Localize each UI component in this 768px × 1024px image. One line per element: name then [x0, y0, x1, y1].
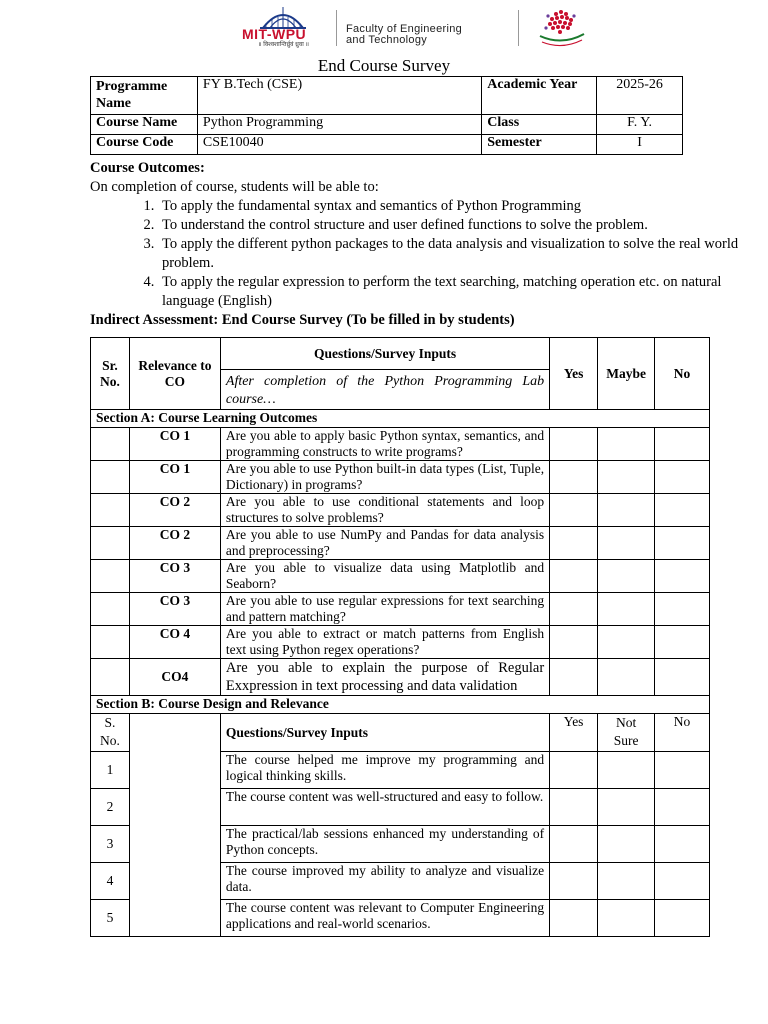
co-cell: CO 1: [129, 428, 220, 461]
course-outcomes: [90, 159, 750, 330]
outcomes-intro: On completion of course, students will be able to:: [90, 179, 379, 195]
no-cell[interactable]: [655, 900, 710, 937]
yes-cell[interactable]: [550, 789, 598, 826]
no-cell[interactable]: [655, 494, 710, 527]
b-col-notsure-header: Not Sure: [598, 714, 655, 752]
question-cell: Are you able to use Python built-in data types (List, Tuple, Dictionary) in programs?: [220, 461, 549, 494]
notsure-cell[interactable]: [598, 900, 655, 937]
yes-cell[interactable]: [550, 659, 598, 696]
question-cell: The course content was relevant to Computer Engineering applications and real-world scenarios.: [220, 900, 549, 937]
sno-cell: 1: [91, 752, 130, 789]
notsure-cell[interactable]: [598, 752, 655, 789]
col-yes-header: Yes: [550, 338, 598, 410]
faculty-line-2: and Technology: [346, 34, 428, 46]
page-header: [240, 4, 600, 50]
questions-header-label: Questions/Survey Inputs: [221, 338, 549, 370]
question-cell: The course improved my ability to analyze and visualize data.: [220, 863, 549, 900]
yes-cell[interactable]: [550, 428, 598, 461]
b-col-sno-header: S. No.: [91, 714, 130, 752]
col-maybe-header: Maybe: [598, 338, 655, 410]
question-cell: Are you able to use regular expressions for text searching and pattern matching?: [220, 593, 549, 626]
co-cell: CO 4: [129, 626, 220, 659]
course-name-value: Python Programming: [197, 115, 481, 135]
question-cell: Are you able to visualize data using Matplotlib and Seaborn?: [220, 560, 549, 593]
table-row: [91, 461, 710, 494]
course-name-label: Course Name: [91, 115, 198, 135]
faculty-emblem-icon: [530, 6, 594, 50]
section-b-rows: [91, 714, 710, 937]
b-col-yes-header: Yes: [550, 714, 598, 752]
col-questions-header: [220, 338, 549, 410]
outcome-item: 2. To understand the control structure and user defined functions to solve the problem.: [158, 216, 750, 235]
semester-value: I: [597, 135, 683, 155]
assessment-heading: Indirect Assessment: End Course Survey (To be filled in by students): [90, 312, 515, 328]
section-a-heading: Section A: Course Learning Outcomes: [91, 410, 710, 428]
yes-cell[interactable]: [550, 527, 598, 560]
no-cell[interactable]: [655, 752, 710, 789]
yes-cell[interactable]: [550, 863, 598, 900]
table-row: [91, 494, 710, 527]
yes-cell[interactable]: [550, 752, 598, 789]
b-col-questions-header: Questions/Survey Inputs: [220, 714, 549, 752]
table-row: [91, 428, 710, 461]
col-sr-header: Sr. No.: [91, 338, 130, 410]
sr-cell: [91, 461, 130, 494]
faculty-name: [346, 24, 462, 46]
maybe-cell[interactable]: [598, 461, 655, 494]
outcome-item: 3. To apply the different python packages to the data analysis and visualization to solve the real world problem.: [158, 235, 750, 273]
table-row: [91, 560, 710, 593]
programme-name-label: Programme Name: [91, 77, 198, 115]
no-cell[interactable]: [655, 461, 710, 494]
outcomes-heading: Course Outcomes:: [90, 160, 205, 176]
no-cell[interactable]: [655, 593, 710, 626]
question-cell: Are you able to extract or match patterns from English text using Python regex operations?: [220, 626, 549, 659]
co-cell: CO 3: [129, 593, 220, 626]
notsure-cell[interactable]: [598, 826, 655, 863]
sno-cell: 2: [91, 789, 130, 826]
class-label: Class: [482, 115, 597, 135]
no-cell[interactable]: [655, 863, 710, 900]
logo-tagline: ॥ विश्वशान्तिर्ध्रुवं ध्रुवा ॥: [258, 42, 310, 48]
notsure-cell[interactable]: [598, 863, 655, 900]
yes-cell[interactable]: [550, 826, 598, 863]
sno-cell: 4: [91, 863, 130, 900]
sr-cell: [91, 527, 130, 560]
outcome-item: 4. To apply the regular expression to perform the text searching, matching operation etc. on natural language (English): [158, 273, 750, 311]
maybe-cell[interactable]: [598, 527, 655, 560]
yes-cell[interactable]: [550, 593, 598, 626]
maybe-cell[interactable]: [598, 428, 655, 461]
section-b-heading: Section B: Course Design and Relevance: [91, 696, 710, 714]
course-code-value: CSE10040: [197, 135, 481, 155]
questions-header-subtitle: After completion of the Python Programming Lab course…: [225, 374, 545, 407]
table-row: [91, 527, 710, 560]
survey-table: [90, 337, 710, 937]
maybe-cell[interactable]: [598, 494, 655, 527]
header-divider: [518, 10, 519, 46]
maybe-cell[interactable]: [598, 626, 655, 659]
sr-cell: [91, 494, 130, 527]
class-value: F. Y.: [597, 115, 683, 135]
no-cell[interactable]: [655, 789, 710, 826]
no-cell[interactable]: [655, 826, 710, 863]
question-cell: Are you able to explain the purpose of Regular Exxpression in text processing and data validation: [220, 659, 549, 696]
question-cell: Are you able to use NumPy and Pandas for data analysis and preprocessing?: [220, 527, 549, 560]
no-cell[interactable]: [655, 428, 710, 461]
yes-cell[interactable]: [550, 560, 598, 593]
outcomes-list: [90, 197, 750, 311]
yes-cell[interactable]: [550, 494, 598, 527]
page-title: End Course Survey: [317, 56, 451, 75]
course-code-label: Course Code: [91, 135, 198, 155]
semester-label: Semester: [482, 135, 597, 155]
section-a-rows: [91, 428, 710, 696]
question-cell: The course content was well-structured and easy to follow.: [220, 789, 549, 826]
co-cell: CO 3: [129, 560, 220, 593]
sr-cell: [91, 560, 130, 593]
notsure-cell[interactable]: [598, 789, 655, 826]
sr-cell: [91, 626, 130, 659]
section-b-header-row: [91, 714, 710, 752]
sno-cell: 3: [91, 826, 130, 863]
b-relevance-merged-cell: [129, 714, 220, 937]
co-cell: CO 1: [129, 461, 220, 494]
co-cell: CO 2: [129, 527, 220, 560]
no-cell[interactable]: [655, 560, 710, 593]
col-relevance-header: Relevance to CO: [129, 338, 220, 410]
yes-cell[interactable]: [550, 626, 598, 659]
table-row: [91, 593, 710, 626]
sr-cell: [91, 659, 130, 696]
outcome-item: 1. To apply the fundamental syntax and semantics of Python Programming: [158, 197, 750, 216]
header-divider: [336, 10, 337, 46]
question-cell: The course helped me improve my programming and logical thinking skills.: [220, 752, 549, 789]
no-cell[interactable]: [655, 659, 710, 696]
co-cell: CO4: [129, 659, 220, 696]
question-cell: Are you able to use conditional statements and loop structures to solve problems?: [220, 494, 549, 527]
question-cell: The practical/lab sessions enhanced my understanding of Python concepts.: [220, 826, 549, 863]
co-cell: CO 2: [129, 494, 220, 527]
yes-cell[interactable]: [550, 900, 598, 937]
logo-name: MIT-WPU: [242, 26, 307, 42]
academic-year-label: Academic Year: [482, 77, 597, 115]
yes-cell[interactable]: [550, 461, 598, 494]
maybe-cell[interactable]: [598, 593, 655, 626]
academic-year-value: 2025-26: [597, 77, 683, 115]
sno-cell: 5: [91, 900, 130, 937]
faculty-line-1: Faculty of Engineering: [346, 23, 463, 35]
maybe-cell[interactable]: [598, 659, 655, 696]
table-row: [91, 659, 710, 696]
mit-wpu-logo: [240, 4, 326, 50]
question-cell: Are you able to apply basic Python syntax, semantics, and programming constructs to write programs?: [220, 428, 549, 461]
maybe-cell[interactable]: [598, 560, 655, 593]
b-col-no-header: No: [655, 714, 710, 752]
no-cell[interactable]: [655, 626, 710, 659]
no-cell[interactable]: [655, 527, 710, 560]
course-info-table: [90, 76, 683, 155]
sr-cell: [91, 593, 130, 626]
col-no-header: No: [655, 338, 710, 410]
table-row: [91, 626, 710, 659]
programme-name-value: FY B.Tech (CSE): [197, 77, 481, 115]
sr-cell: [91, 428, 130, 461]
